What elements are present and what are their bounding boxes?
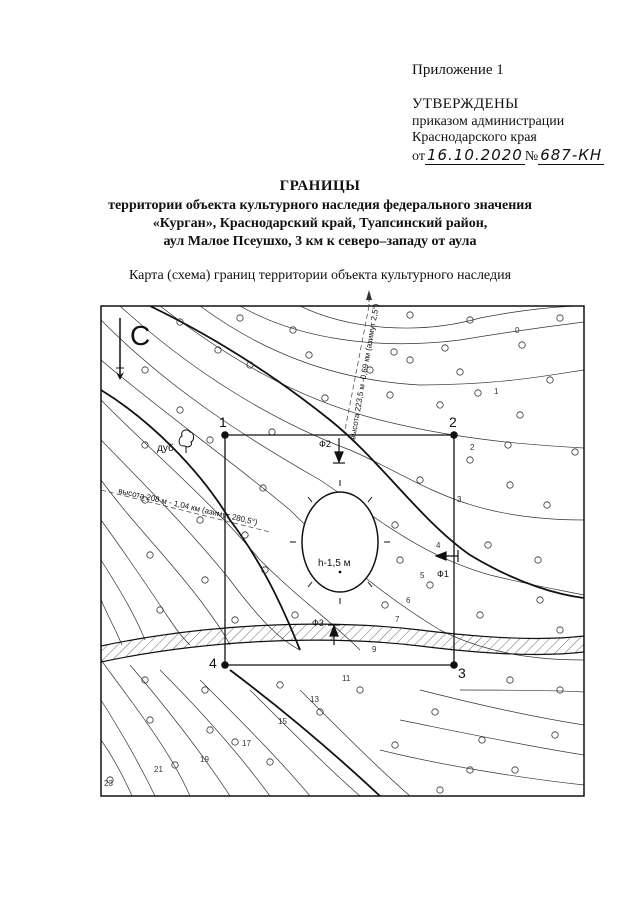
contour-label: 23	[104, 779, 113, 788]
contour-label: 17	[242, 739, 251, 748]
contour-label: 9	[372, 645, 377, 654]
contour-label: 4	[436, 541, 441, 550]
contour-label: 15	[278, 717, 287, 726]
boundary-corner-1	[221, 431, 229, 439]
contour-label: 7	[395, 615, 400, 624]
doc-subtitle-line-1: территории объекта культурного наследия федерального значения	[108, 198, 532, 213]
contour-label: 2	[470, 443, 475, 452]
order-line: приказом администрации	[412, 114, 565, 129]
contour-label: 1	[494, 387, 499, 396]
tree-label: дуб	[157, 443, 174, 454]
bearing-label-west: высота 208 м - 1,04 км (азимут 280,5°)	[117, 486, 259, 527]
doc-title: ГРАНИЦЫ	[279, 178, 361, 194]
doc-subtitle-line-3: аул Малое Псеушхо, 3 км к северо–западу от аула	[163, 234, 477, 249]
contour-label: 5	[420, 571, 425, 580]
doc-subtitle-line-2: «Курган», Краснодарский край, Туапсинский район,	[152, 216, 488, 231]
region-admin-line: Краснодарского края	[412, 130, 537, 145]
date-prefix: от	[412, 149, 425, 164]
photo-label-f1: Ф1	[437, 569, 449, 579]
contour-label: 19	[200, 755, 209, 764]
north-label: С	[130, 320, 151, 351]
photo-label-f2: Ф2	[319, 439, 331, 449]
contour-label: 11	[342, 674, 351, 683]
bearing-label-north: высота 223,5 м -0,69 км (азимут 2,5°)	[348, 303, 381, 441]
contour-label: 3	[457, 495, 462, 504]
order-date: 16.10.2020	[426, 146, 523, 164]
road	[101, 624, 584, 662]
contour-label: 21	[154, 765, 163, 774]
boundary-corner-3	[450, 661, 458, 669]
photo-point-f1	[436, 550, 458, 562]
boundary-corner-2	[450, 431, 458, 439]
corner-label-1: 1	[219, 414, 227, 430]
mound-height-label: h-1,5 м	[318, 558, 351, 569]
north-arrow	[116, 318, 124, 380]
boundary-corner-4	[221, 661, 229, 669]
tree-icon	[179, 430, 193, 453]
number-prefix: №	[524, 149, 539, 164]
contour-label: 6	[406, 596, 411, 605]
appendix-label: Приложение 1	[412, 62, 504, 78]
contour-label: 0	[515, 326, 520, 335]
corner-label-3: 3	[458, 665, 466, 681]
photo-point-f2	[333, 438, 345, 463]
corner-label-2: 2	[449, 414, 457, 430]
photo-label-f3: Ф3	[312, 618, 324, 628]
order-number: 687-КН	[540, 146, 603, 164]
map-caption: Карта (схема) границ территории объекта культурного наследия	[128, 268, 512, 283]
approved-heading: УТВЕРЖДЕНЫ	[412, 96, 519, 112]
contour-label: 13	[310, 695, 319, 704]
corner-label-4: 4	[209, 655, 217, 671]
